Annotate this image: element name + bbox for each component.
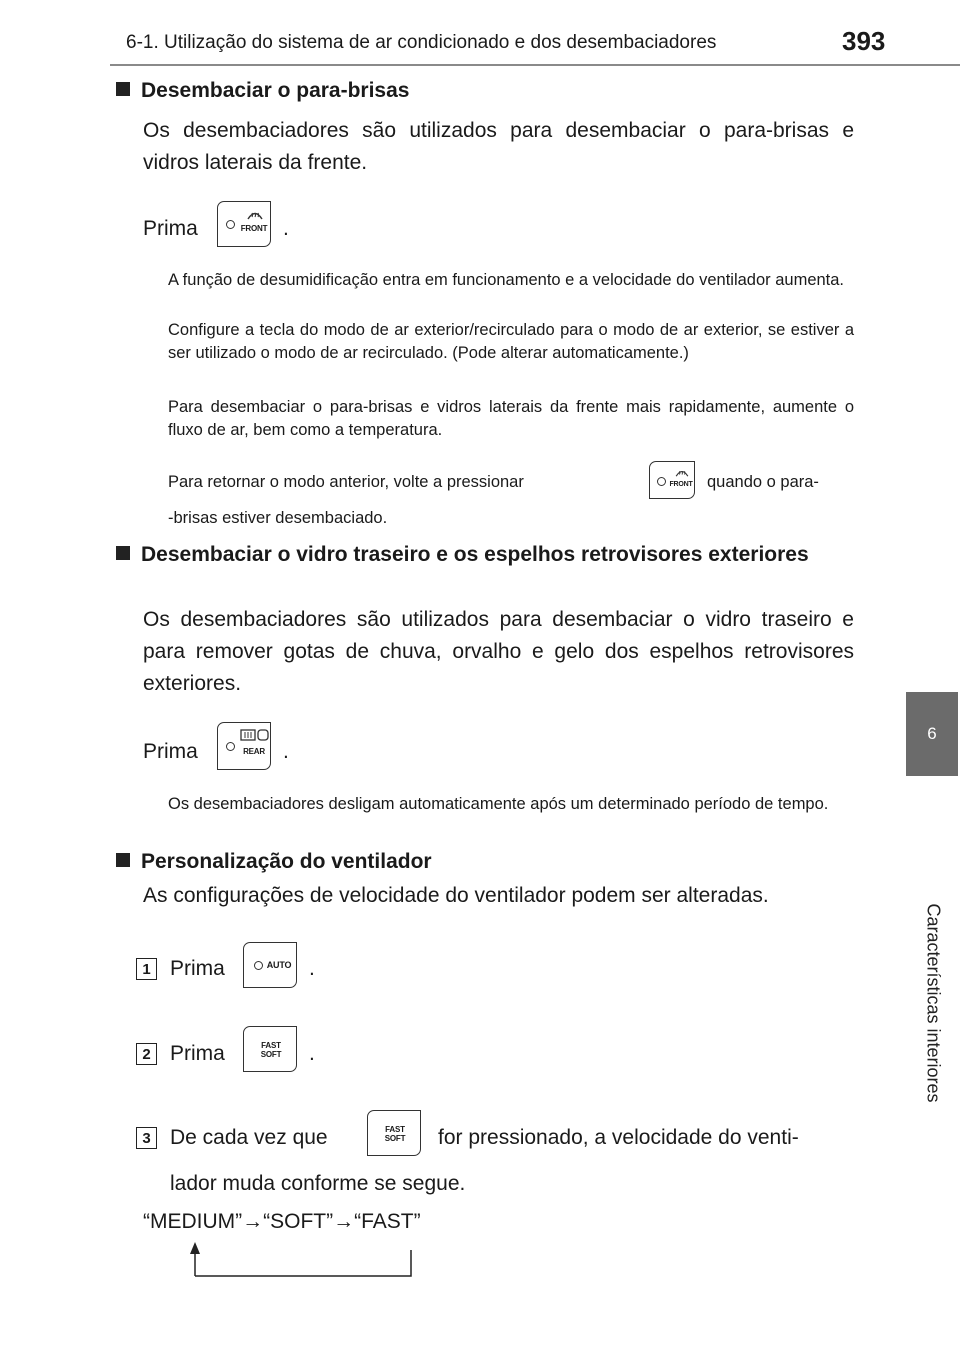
step-number-2: 2 <box>136 1043 157 1065</box>
defroster-wave-icon <box>246 208 264 220</box>
step-1-suffix: . <box>309 957 315 980</box>
front-button-label: FRONT <box>240 224 268 233</box>
section-heading-fan: Personalização do ventilador <box>116 850 432 874</box>
windshield-intro: Os desembaciadores são utilizados para desembaciar o para-brisas e vidros laterais da frente. <box>143 119 854 174</box>
rear-button-label: REAR <box>243 747 265 756</box>
section-heading-rear: Desembaciar o vidro traseiro e os espelhos retrovisores exteriores <box>116 539 854 570</box>
fan-intro: As configurações de velocidade do ventilador podem ser alteradas. <box>143 884 769 907</box>
windshield-note-1: A função de desumidificação entra em funcionamento e a velocidade do ventilador aumenta. <box>168 271 845 289</box>
bullet-square-icon <box>116 82 130 96</box>
bullet-square-icon <box>116 853 130 867</box>
page-number: 393 <box>842 26 886 56</box>
section-heading-windshield: Desembaciar o para-brisas <box>116 79 409 103</box>
step-2-prefix: Prima <box>170 1042 225 1065</box>
indicator-light-icon <box>226 220 235 229</box>
sequence-loop-arrow-icon <box>185 1240 417 1280</box>
header-rule <box>110 64 960 66</box>
rear-intro: Os desembaciadores são utilizados para desembaciar o vidro traseiro e para remover gotas de chuva, orvalho e gelo dos espelhos retrovisores exteriores. <box>143 608 854 695</box>
fan-speed-button-icon-inline <box>367 1110 421 1156</box>
defroster-wave-icon <box>674 467 690 477</box>
indicator-light-icon <box>254 961 263 970</box>
rear-note: Os desembaciadores desligam automaticamente após um determinado período de tempo. <box>168 795 829 813</box>
windshield-return-prefix: Para retornar o modo anterior, volte a pressionar <box>168 473 524 491</box>
step-1-prefix: Prima <box>170 957 225 980</box>
fan-speed-button-icon <box>243 1026 297 1072</box>
windshield-note-2: Configure a tecla do modo de ar exterior/recirculado para o modo de ar exterior, se estiver a ser utilizado o modo de ar recirculado. (Pode alterar automaticamente.) <box>168 321 854 362</box>
windshield-return-cont: -brisas estiver desembaciado. <box>168 509 388 527</box>
windshield-return-suffix: quando o para- <box>707 473 819 491</box>
step-number-1: 1 <box>136 958 157 980</box>
fan-speed-button-label: FAST SOFT <box>384 1125 406 1143</box>
auto-button-label: AUTO <box>266 960 292 970</box>
auto-button-icon <box>243 942 297 988</box>
step-2-suffix: . <box>309 1042 315 1065</box>
front-defroster-button-icon-inline <box>649 461 695 499</box>
fan-speed-sequence: “MEDIUM”→“SOFT”→“FAST” <box>143 1210 421 1233</box>
front-button-label: FRONT <box>669 481 693 488</box>
chapter-tab[interactable] <box>906 692 958 776</box>
step-3-suffix: for pressionado, a velocidade do venti- <box>438 1126 799 1149</box>
windshield-press-suffix: . <box>283 217 289 240</box>
chapter-number: 6 <box>927 724 937 743</box>
windshield-press-prefix: Prima <box>143 217 198 240</box>
windshield-note-3: Para desembaciar o para-brisas e vidros laterais da frente mais rapidamente, aumente o fluxo de ar, bem como a temperatura. <box>168 398 854 439</box>
rear-press-suffix: . <box>283 740 289 763</box>
step-3-prefix: De cada vez que <box>170 1126 328 1149</box>
step-number-3: 3 <box>136 1127 157 1149</box>
chapter-label: Características interiores <box>923 903 944 1103</box>
front-defroster-button-icon <box>217 201 271 247</box>
indicator-light-icon <box>657 477 666 486</box>
rear-defroster-mirror-icon <box>240 729 270 741</box>
fan-speed-button-label: FAST SOFT <box>260 1041 282 1059</box>
rear-press-prefix: Prima <box>143 740 198 763</box>
indicator-light-icon <box>226 742 235 751</box>
step-3-cont: lador muda conforme se segue. <box>170 1172 466 1195</box>
rear-defroster-button-icon <box>217 722 271 770</box>
bullet-square-icon <box>116 546 130 560</box>
header-title: 6-1. Utilização do sistema de ar condicionado e dos desembaciadores <box>126 32 717 53</box>
